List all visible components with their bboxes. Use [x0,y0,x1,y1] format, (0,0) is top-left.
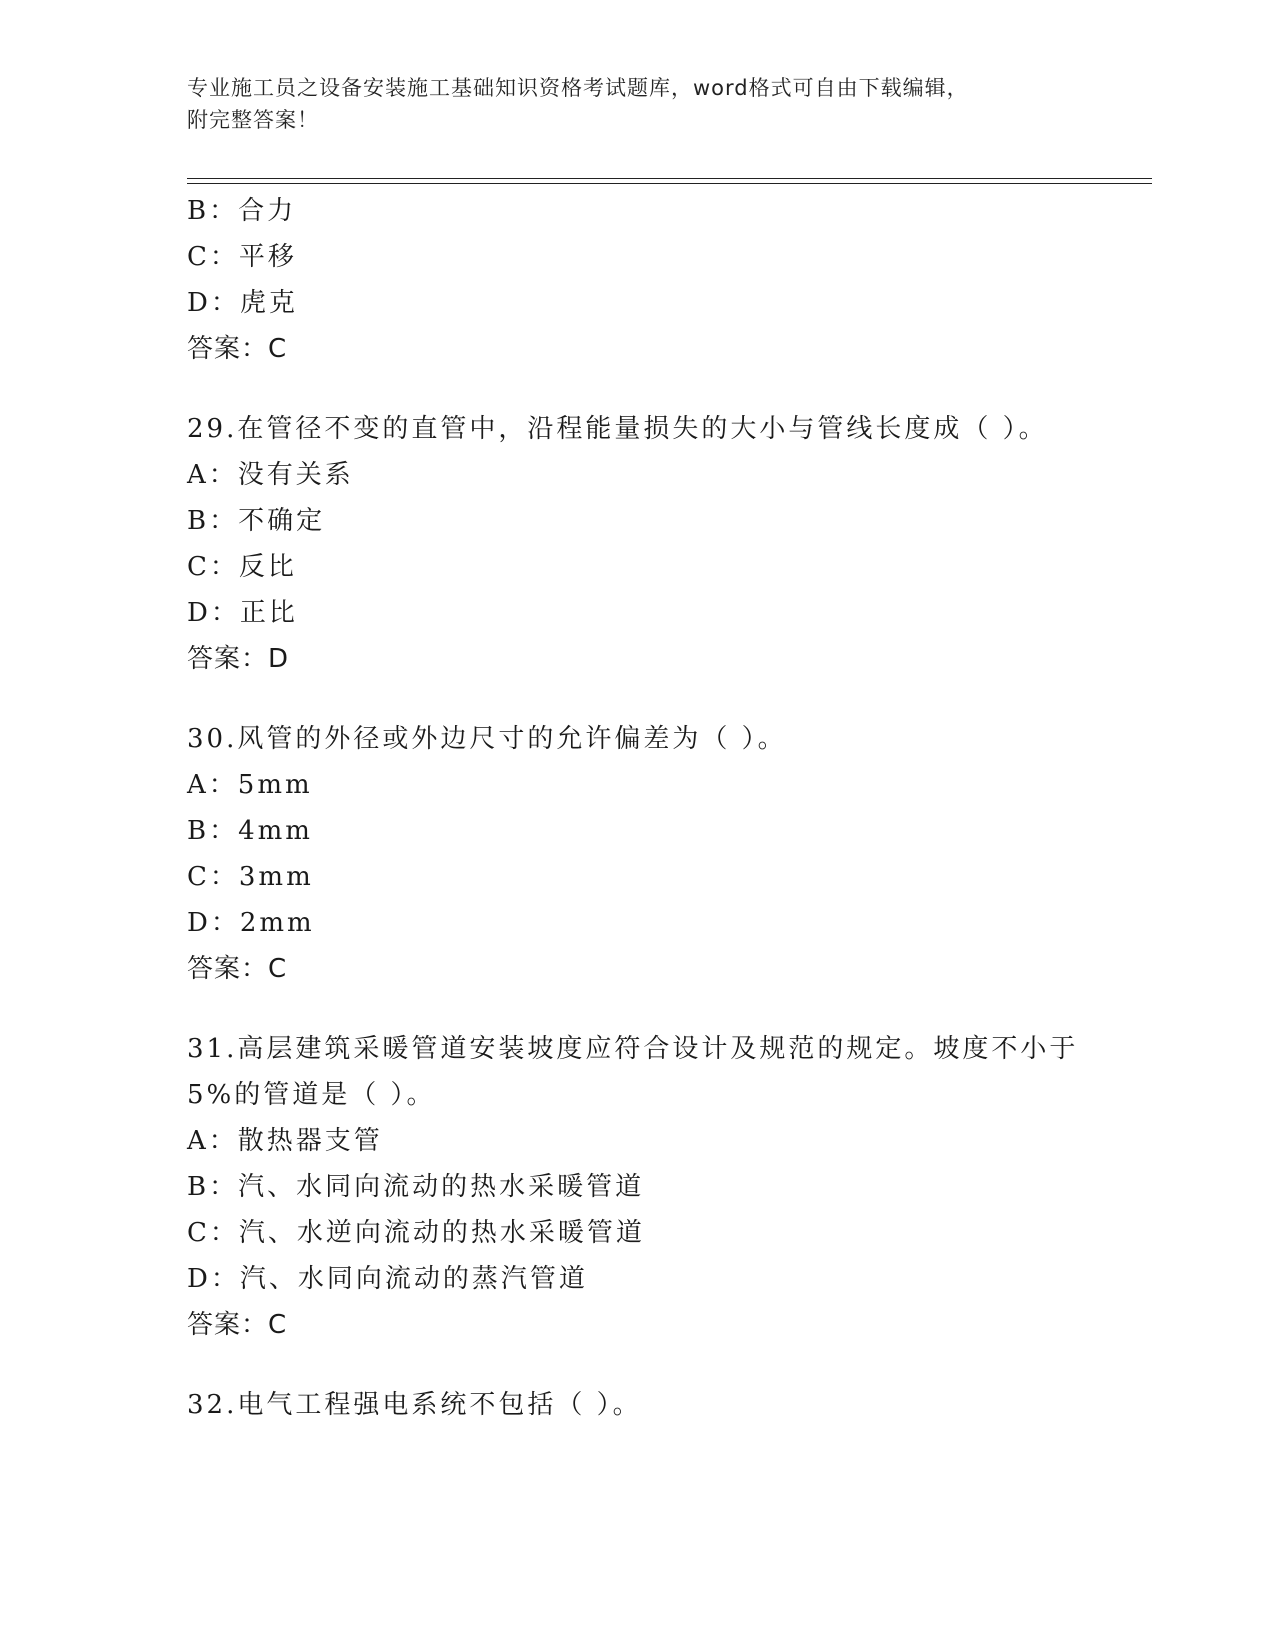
question-28-continuation [187,188,1147,372]
option-c: C：汽、水逆向流动的热水采暖管道 [187,1218,645,1248]
spacer [187,682,1147,716]
question-title: 30.风管的外径或外边尺寸的允许偏差为（ ）。 [187,724,787,754]
option-c: C：反比 [187,552,297,582]
option-a: A：5mm [187,770,313,800]
option-b: B：不确定 [187,506,326,536]
option-d: D：正比 [187,598,298,628]
question-31 [187,1026,1147,1348]
spacer [187,372,1147,406]
question-30 [187,716,1147,992]
spacer [187,1348,1147,1382]
option-b: B：4mm [187,816,313,846]
answer-label: 答案：D [187,644,290,674]
option-a: A：没有关系 [187,460,354,490]
option-b: B：合力 [187,196,297,226]
header-divider-top [187,178,1152,179]
option-d: D：2mm [187,908,315,938]
answer-label: 答案：C [187,334,288,364]
option-b: B：汽、水同向流动的热水采暖管道 [187,1172,645,1202]
question-title: 32.电气工程强电系统不包括（ ）。 [187,1390,642,1420]
header-divider-bottom [187,183,1152,184]
question-title: 29.在管径不变的直管中，沿程能量损失的大小与管线长度成（ ）。 [187,414,1048,444]
option-c: C：3mm [187,862,314,892]
question-title-line-1: 31.高层建筑采暖管道安装坡度应符合设计及规范的规定。坡度不小于 [187,1034,1079,1064]
option-a: A：散热器支管 [187,1126,383,1156]
header-line-2: 附完整答案！ [187,108,319,132]
answer-label: 答案：C [187,954,288,984]
question-title-line-2: 5%的管道是（ ）。 [187,1080,436,1110]
option-d: D：虎克 [187,288,298,318]
document-header [187,72,1087,136]
header-line-1: 专业施工员之设备安装施工基础知识资格考试题库，word格式可自由下载编辑， [187,76,969,100]
answer-label: 答案：C [187,1310,288,1340]
question-32 [187,1382,1147,1428]
question-content [187,188,1147,1428]
spacer [187,992,1147,1026]
option-d: D：汽、水同向流动的蒸汽管道 [187,1264,588,1294]
option-c: C：平移 [187,242,297,272]
question-29 [187,406,1147,682]
